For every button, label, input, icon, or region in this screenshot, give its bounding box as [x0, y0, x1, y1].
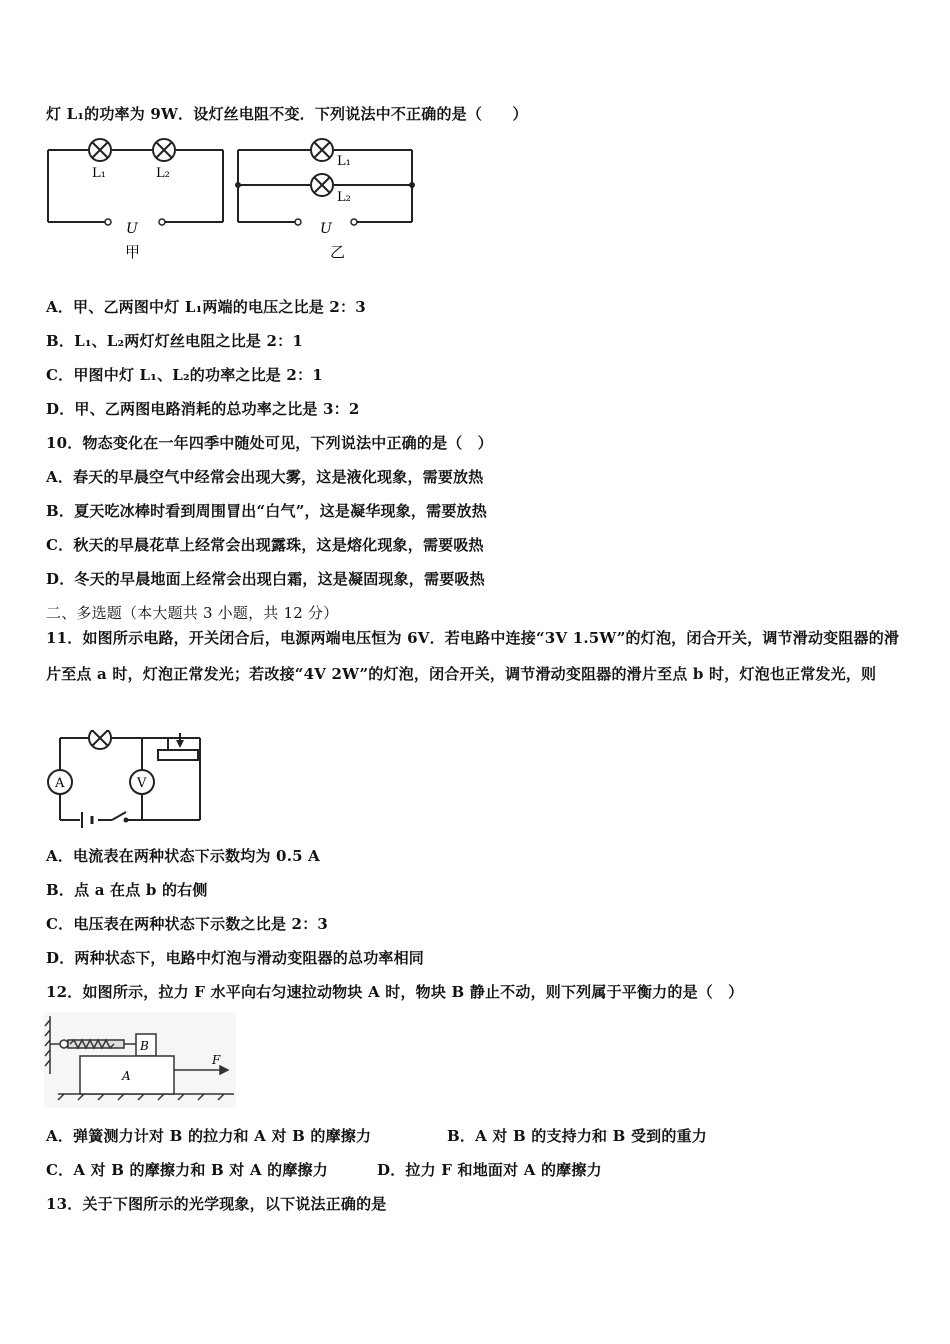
q11-option-d: D．两种状态下，电路中灯泡与滑动变阻器的总功率相同 [46, 949, 425, 967]
q10-option-b: B．夏天吃冰棒时看到周围冒出“白气”，这是凝华现象，需要放热 [46, 502, 487, 520]
label-l2-right: L₂ [337, 190, 351, 205]
q10-option-a: A．春天的早晨空气中经常会出现大雾，这是液化现象，需要放热 [46, 468, 484, 486]
q9-circuit-figure [40, 135, 430, 265]
q12-stem: 12．如图所示，拉力 F 水平向右匀速拉动物块 A 时，物块 B 静止不动，则下列属于平衡力的是（ ） [46, 983, 744, 1001]
q9-option-c: C．甲图中灯 L₁、L₂的功率之比是 2：1 [46, 366, 323, 384]
caption-yi: 乙 [330, 243, 346, 261]
label-u-left: U [126, 221, 138, 237]
q13-stem: 13．关于下图所示的光学现象，以下说法正确的是 [46, 1195, 387, 1213]
q10-stem: 10．物态变化在一年四季中随处可见，下列说法中正确的是（ ） [46, 434, 493, 452]
q12-option-c: C．A 对 B 的摩擦力和 B 对 A 的摩擦力 [46, 1161, 328, 1179]
q12-friction-figure [44, 1012, 236, 1108]
ammeter-label: A [55, 776, 65, 791]
q11-option-c: C．电压表在两种状态下示数之比是 2：3 [46, 915, 329, 933]
q9-option-d: D．甲、乙两图电路消耗的总功率之比是 3：2 [46, 400, 360, 418]
label-u-right: U [320, 221, 332, 237]
q11-stem: 11．如图所示电路，开关闭合后，电源两端电压恒为 6V．若电路中连接“3V 1.5W”的灯泡，闭合开关，调节滑动变阻器的滑片至点 a 时，灯泡正常发光；若改接“4V 2W”的灯泡，闭合开关，调节滑动变阻器的滑片至点 b 时，灯泡也正常发光，则 [46, 629, 900, 683]
lamp-icon [89, 730, 111, 749]
lamp-l2-right [311, 174, 333, 196]
section-heading: 二、多选题（本大题共 3 小题，共 12 分） [46, 604, 339, 622]
battery-icon [82, 812, 92, 828]
q12-option-a: A．弹簧测力计对 B 的拉力和 A 对 B 的摩擦力 [46, 1127, 372, 1145]
q12-option-b: B．A 对 B 的支持力和 B 受到的重力 [447, 1127, 707, 1145]
rheostat-icon [158, 750, 198, 760]
force-label: F [212, 1053, 221, 1067]
q10-option-d: D．冬天的早晨地面上经常会出现白霜，这是凝固现象，需要吸热 [46, 570, 485, 588]
rheostat-slider-icon [176, 740, 184, 748]
q11-circuit-figure [40, 730, 210, 830]
ammeter-icon [48, 770, 72, 794]
label-l1-right: L₁ [337, 154, 351, 169]
q9-intro: 灯 L₁的功率为 9W．设灯丝电阻不变．下列说法中不正确的是（ ） [46, 105, 528, 123]
label-l1-left: L₁ [92, 166, 106, 181]
q9-option-b: B．L₁、L₂两灯灯丝电阻之比是 2：1 [46, 332, 304, 350]
block-a-label: A [122, 1069, 131, 1083]
q10-option-c: C．秋天的早晨花草上经常会出现露珠，这是熔化现象，需要吸热 [46, 536, 484, 554]
lamp-l1-left [89, 139, 111, 161]
voltmeter-label: V [137, 776, 147, 791]
label-l2-left: L₂ [156, 166, 170, 181]
voltmeter-icon [130, 770, 154, 794]
q11-option-b: B．点 a 在点 b 的右侧 [46, 881, 208, 899]
q9-option-a: A．甲、乙两图中灯 L₁两端的电压之比是 2：3 [46, 298, 366, 316]
q11-option-a: A．电流表在两种状态下示数均为 0.5 A [46, 847, 321, 865]
block-b-label: B [140, 1039, 149, 1053]
q12-option-d: D．拉力 F 和地面对 A 的摩擦力 [377, 1161, 602, 1179]
lamp-l1-right [311, 139, 333, 161]
caption-jia: 甲 [125, 243, 141, 261]
lamp-l2-left [153, 139, 175, 161]
